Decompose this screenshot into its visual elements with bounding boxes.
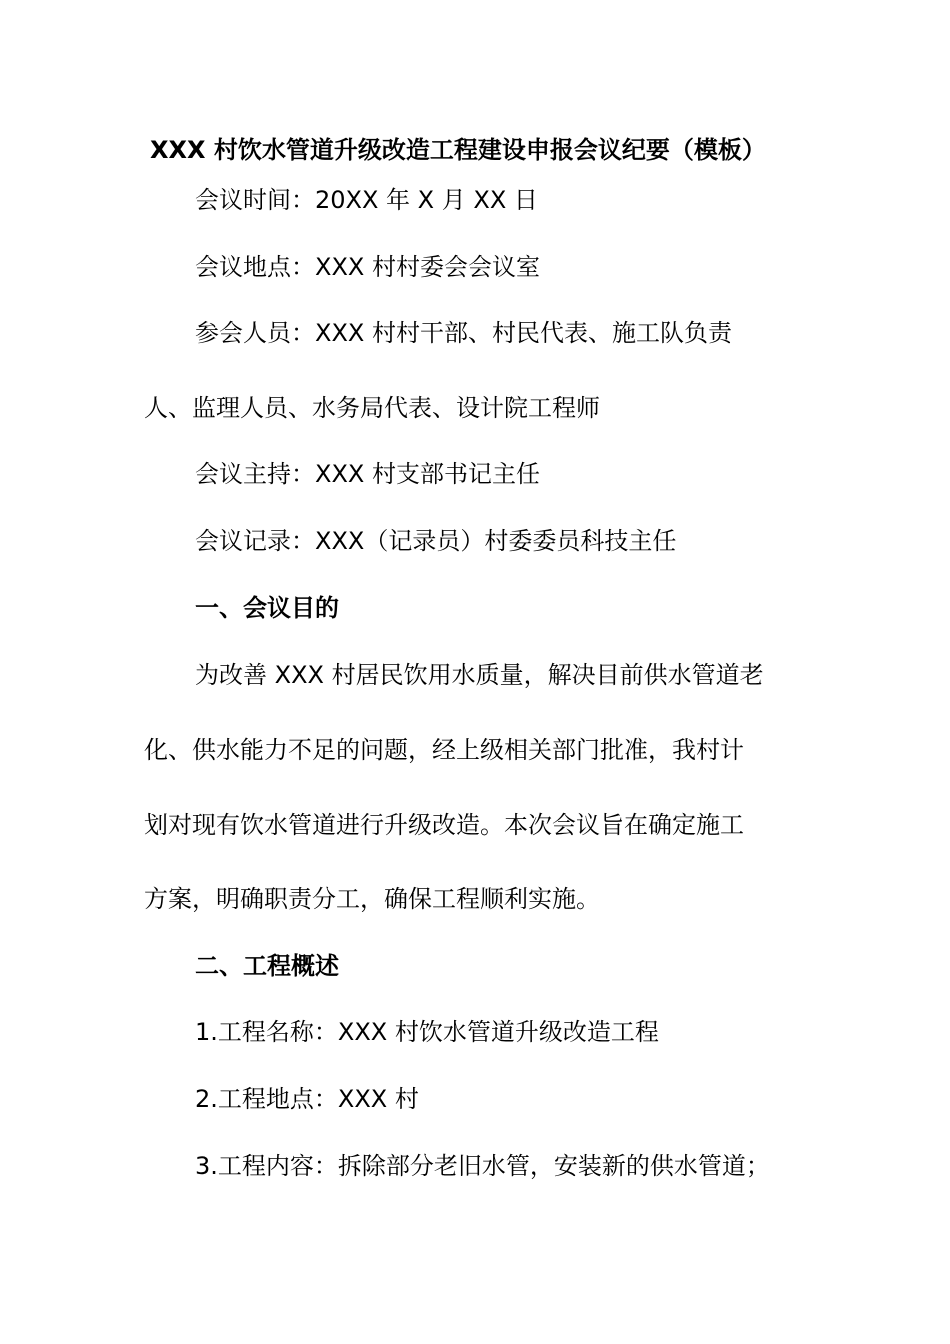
overview-item-1: 1.工程名称：XXX 村饮水管道升级改造工程: [195, 1018, 659, 1046]
purpose-paragraph-line-1: 为改善 XXX 村居民饮用水质量，解决目前供水管道老: [195, 661, 764, 689]
purpose-paragraph-line-3: 划对现有饮水管道进行升级改造。本次会议旨在确定施工: [144, 811, 744, 839]
purpose-paragraph-line-4: 方案，明确职责分工，确保工程顺利实施。: [144, 885, 600, 913]
overview-item-3: 3.工程内容：拆除部分老旧水管，安装新的供水管道；: [195, 1152, 770, 1180]
meeting-time: 会议时间：20XX 年 X 月 XX 日: [195, 186, 538, 214]
meeting-place: 会议地点：XXX 村村委会会议室: [195, 253, 540, 281]
overview-item-2: 2.工程地点：XXX 村: [195, 1085, 419, 1113]
meeting-host: 会议主持：XXX 村支部书记主任: [195, 460, 540, 488]
attendees-line-1: 参会人员：XXX 村村干部、村民代表、施工队负责: [195, 319, 732, 347]
meeting-recorder: 会议记录：XXX（记录员）村委委员科技主任: [195, 527, 677, 555]
attendees-line-2: 人、监理人员、水务局代表、设计院工程师: [144, 394, 600, 422]
section-heading-purpose: 一、会议目的: [195, 594, 339, 622]
purpose-paragraph-line-2: 化、供水能力不足的问题，经上级相关部门批准，我村计: [144, 736, 744, 764]
section-heading-overview: 二、工程概述: [195, 952, 339, 980]
document-title: XXX 村饮水管道升级改造工程建设申报会议纪要（模板）: [150, 136, 766, 164]
